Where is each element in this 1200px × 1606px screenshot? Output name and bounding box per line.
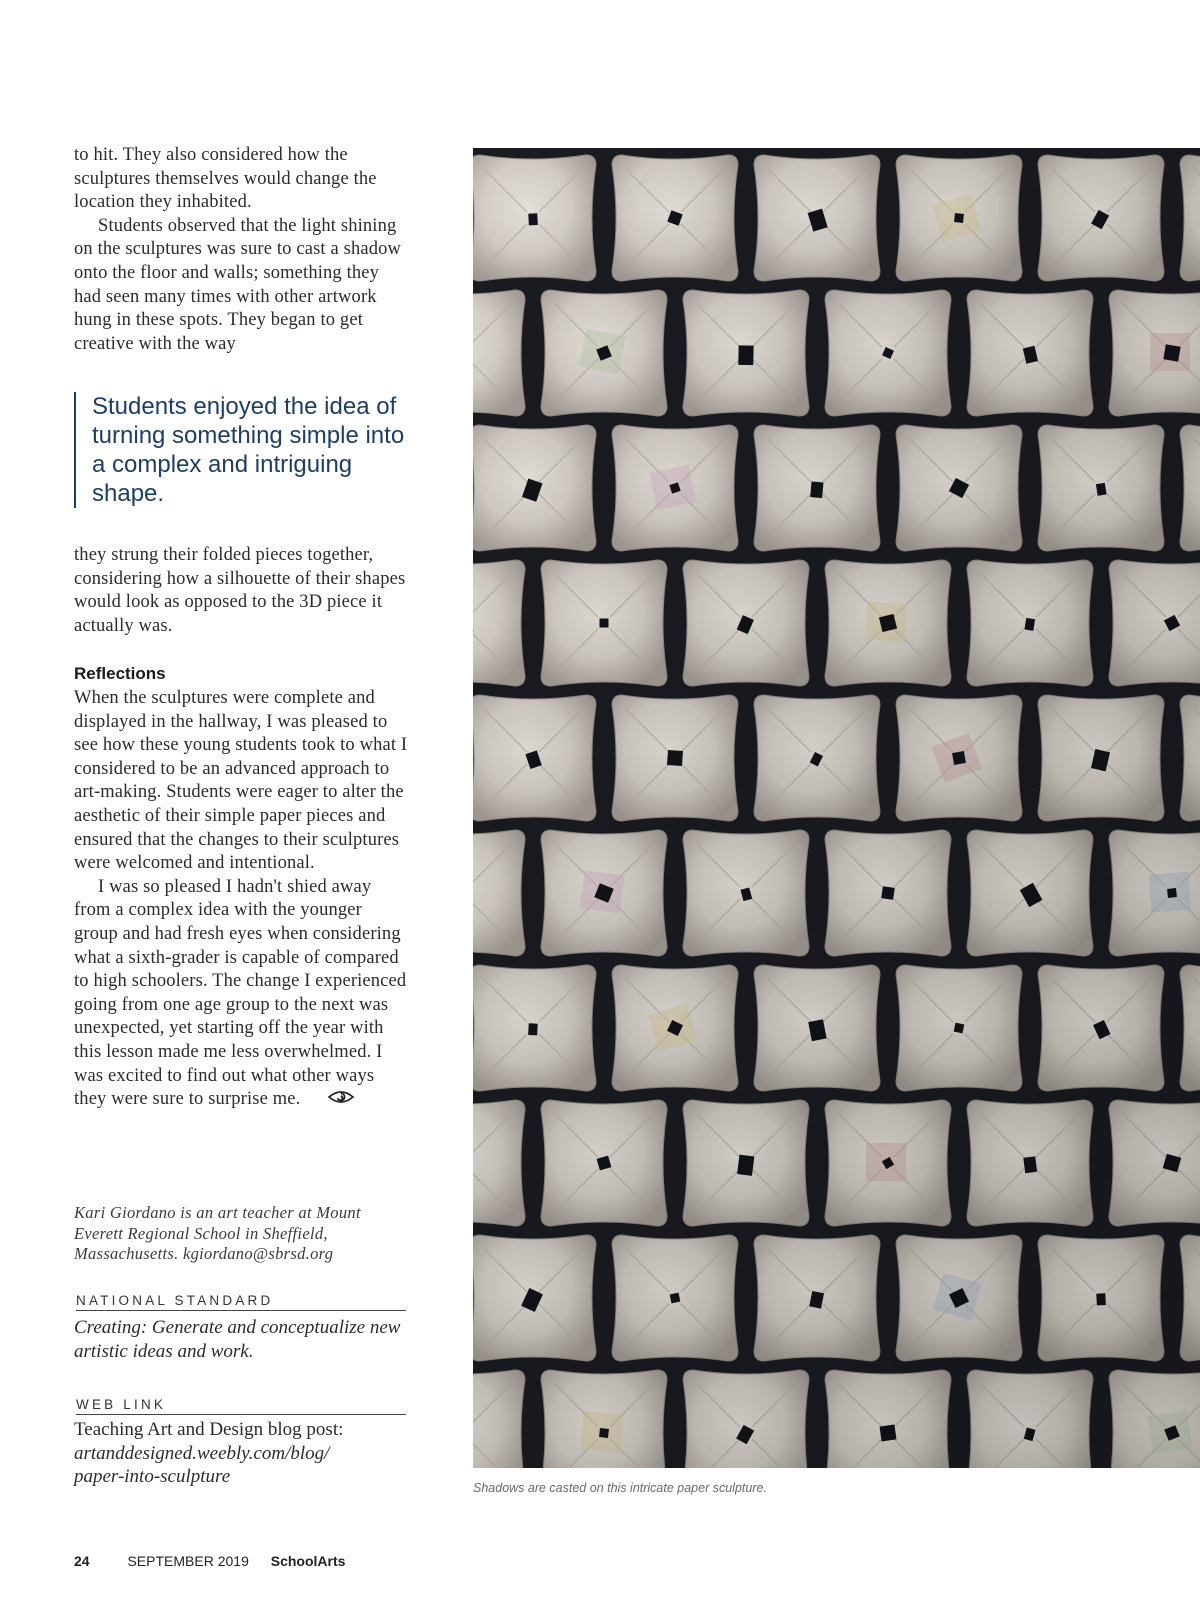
body-paragraph: Students observed that the light shining on the sculptures was sure to cast a shadow onto the floor and walls; something they had seen many times with other artwork hung in these spots. They began to get creative with the way [74,215,402,354]
paper-sculpture-photo [473,148,1200,1468]
national-standard-label: NATIONAL STANDARD [76,1293,406,1311]
section-heading-reflections: Reflections [74,664,166,683]
pull-quote: Students enjoyed the idea of turning something simple into a complex and intriguing shape. [74,392,412,508]
body-paragraph: When the sculptures were complete and displayed in the hallway, I was pleased to see how these young students took to what I considered to be an advanced approach to art-making. Students were eager to alter the aesthetic of their simple paper pieces and ensured that the changes to their sculptures were welcomed and intentional. [74,688,408,874]
body-paragraph: they strung their folded pieces together, considering how a silhouette of their shapes would look as opposed to the 3D piece it actually was. [74,545,406,636]
page-footer [74,1553,345,1569]
author-bio: Kari Giordano is an art teacher at Mount Everett Regional School in Sheffield, Massachusetts. kgiordano@sbrsd.org [74,1203,361,1263]
web-link-url[interactable] [74,1442,410,1489]
reflections-section [74,687,410,1112]
web-link-block [74,1418,410,1489]
body-paragraph: to hit. They also considered how the sculptures themselves would change the location they inhabited. [74,145,377,213]
magazine-name: SchoolArts [270,1553,346,1569]
web-link-url-line[interactable]: paper-into-sculpture [74,1466,231,1487]
eye-swirl-icon [304,1088,354,1112]
issue-date: SEPTEMBER 2019 [127,1553,249,1569]
closing-paragraph-text: I was so pleased I hadn't shied away from a complex idea with the younger group and had fresh eyes when considering what a sixth-grader is capable of compared to high schoolers. The change I experienced going from one age group to the next was unexpected, yet starting off the year with this lesson made me less overwhelmed. I was excited to find out what other ways they were sure to surprise me. [74,876,407,1110]
photo-caption: Shadows are casted on this intricate paper sculpture. [473,1481,767,1495]
web-link-label: WEB LINK [76,1397,406,1415]
page-number: 24 [74,1553,90,1569]
web-link-title: Teaching Art and Design blog post: [74,1419,344,1440]
paper-sculpture-image [473,148,1200,1468]
body-paragraph [74,876,410,1112]
national-standard-text: Creating: Generate and conceptualize new artistic ideas and work. [74,1317,401,1362]
web-link-url-line[interactable]: artanddesigned.weebly.com/blog/ [74,1442,330,1464]
article-column-top [74,144,410,356]
article-column-mid [74,544,410,638]
